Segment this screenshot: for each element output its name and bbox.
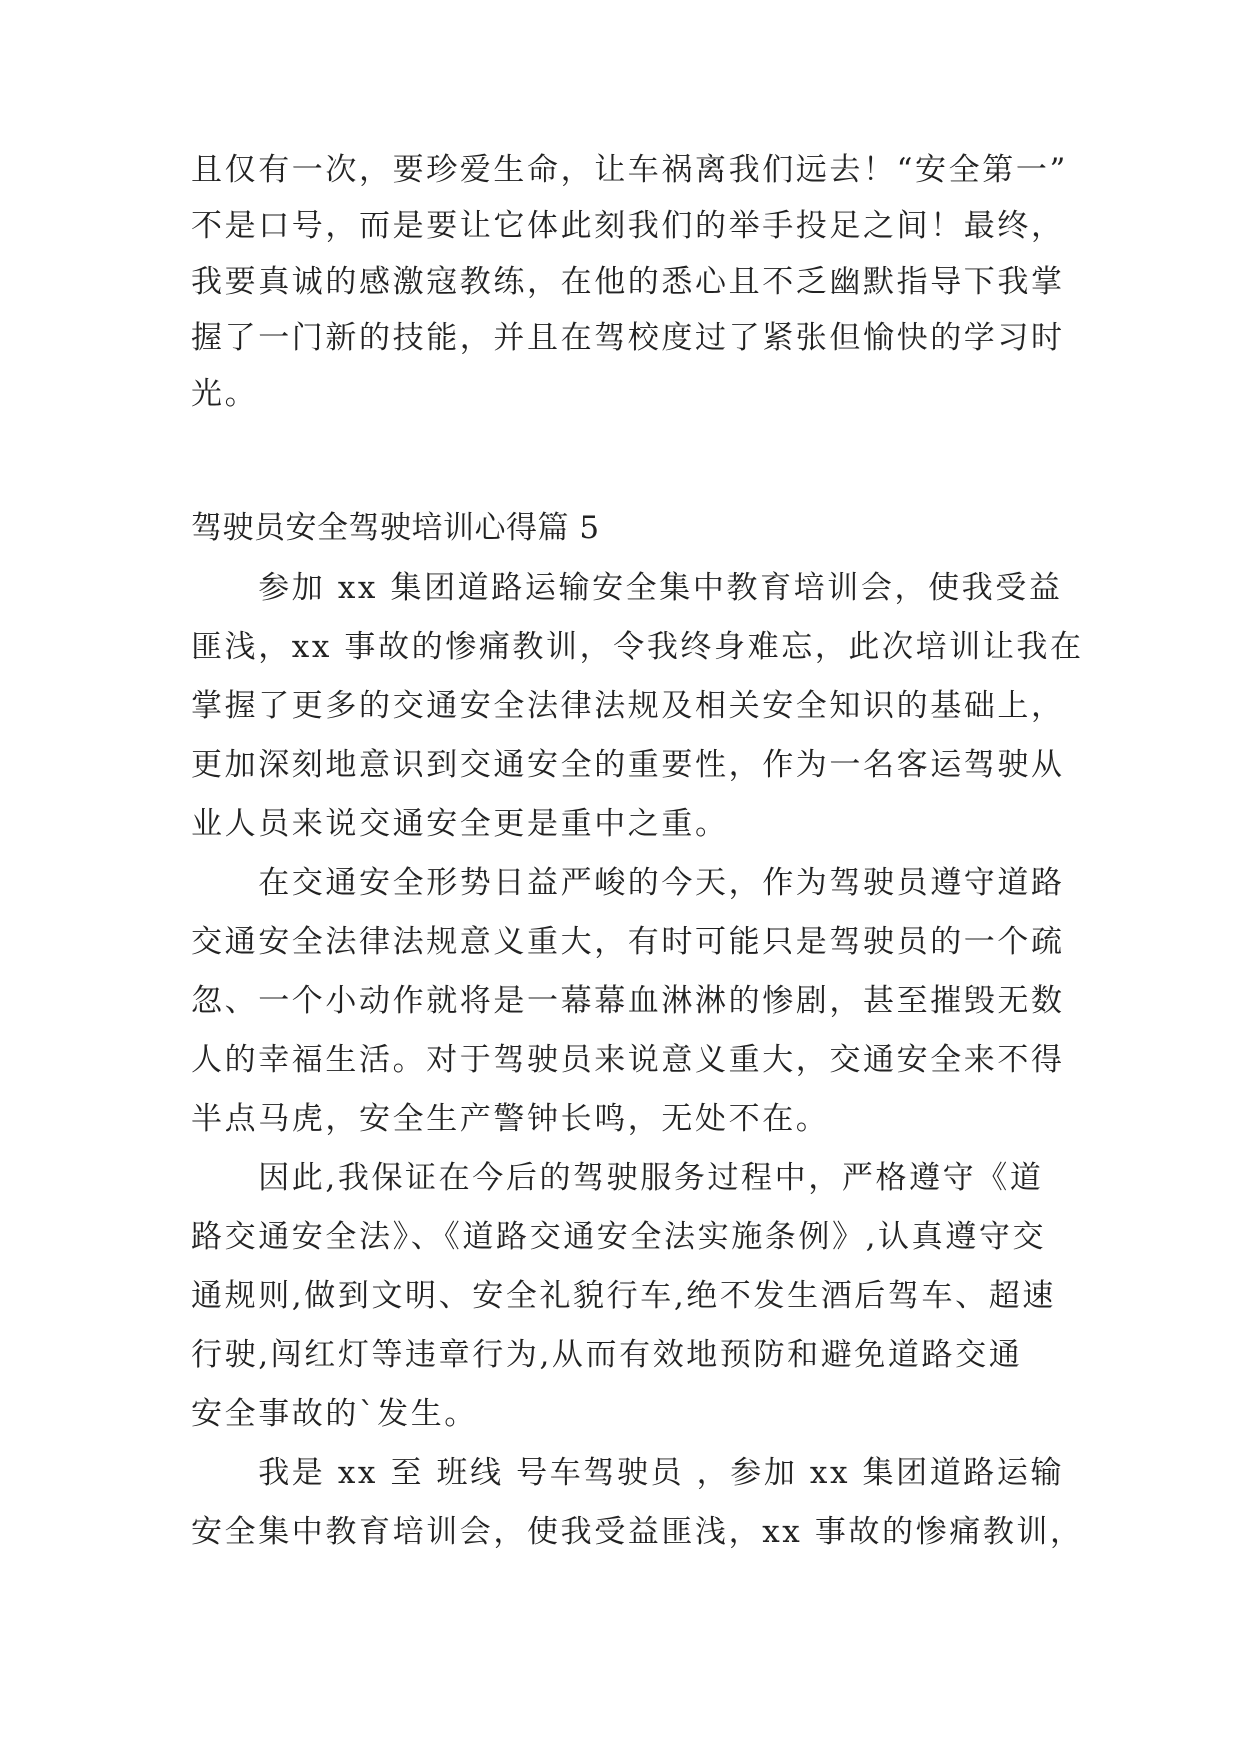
- paragraph2-line-3: 忽、一个小动作就将是一幕幕血淋淋的惨剧，甚至摧毁无数: [191, 983, 1065, 1019]
- intro-line-5: 光。: [191, 376, 259, 412]
- paragraph3-line-3: 通规则,做到文明、安全礼貌行车,绝不发生酒后驾车、超速: [191, 1278, 1056, 1314]
- paragraph2-line-4: 人的幸福生活。对于驾驶员来说意义重大，交通安全来不得: [191, 1042, 1065, 1078]
- paragraph3-line-5: 安全事故的`发生。: [191, 1396, 478, 1432]
- paragraph3-line-1: 因此,我保证在今后的驾驶服务过程中，严格遵守《道: [191, 1160, 1044, 1196]
- paragraph2-line-5: 半点马虎，安全生产警钟长鸣，无处不在。: [191, 1101, 830, 1137]
- intro-line-4: 握了一门新的技能，并且在驾校度过了紧张但愉快的学习时: [191, 320, 1065, 356]
- intro-line-2: 不是口号，而是要让它体此刻我们的举手投足之间！最终，: [191, 208, 1065, 244]
- paragraph3-line-2: 路交通安全法》、《道路交通安全法实施条例》,认真遵守交: [191, 1219, 1047, 1255]
- paragraph1-line-1: 参加 xx 集团道路运输安全集中教育培训会，使我受益: [191, 570, 1063, 606]
- paragraph4-line-2: 安全集中教育培训会，使我受益匪浅，xx 事故的惨痛教训，: [191, 1514, 1084, 1550]
- paragraph1-line-2: 匪浅，xx 事故的惨痛教训，令我终身难忘，此次培训让我在: [191, 629, 1084, 665]
- paragraph2-line-2: 交通安全法律法规意义重大，有时可能只是驾驶员的一个疏: [191, 924, 1065, 960]
- paragraph2-line-1: 在交通安全形势日益严峻的今天，作为驾驶员遵守道路: [191, 865, 1065, 901]
- paragraph1-line-3: 掌握了更多的交通安全法律法规及相关安全知识的基础上，: [191, 688, 1065, 724]
- intro-line-1: 且仅有一次，要珍爱生命，让车祸离我们远去！“安全第一”: [191, 152, 1068, 188]
- intro-line-3: 我要真诚的感激寇教练，在他的悉心且不乏幽默指导下我掌: [191, 264, 1065, 300]
- paragraph1-line-4: 更加深刻地意识到交通安全的重要性，作为一名客运驾驶从: [191, 747, 1065, 783]
- paragraph1-line-5: 业人员来说交通安全更是重中之重。: [191, 806, 729, 842]
- paragraph4-line-1: 我是 xx 至 班线 号车驾驶员 ，参加 xx 集团道路运输: [191, 1455, 1065, 1491]
- paragraph3-line-4: 行驶,闯红灯等违章行为,从而有效地预防和避免道路交通: [191, 1337, 1023, 1373]
- section-title: 驾驶员安全驾驶培训心得篇 5: [191, 510, 600, 546]
